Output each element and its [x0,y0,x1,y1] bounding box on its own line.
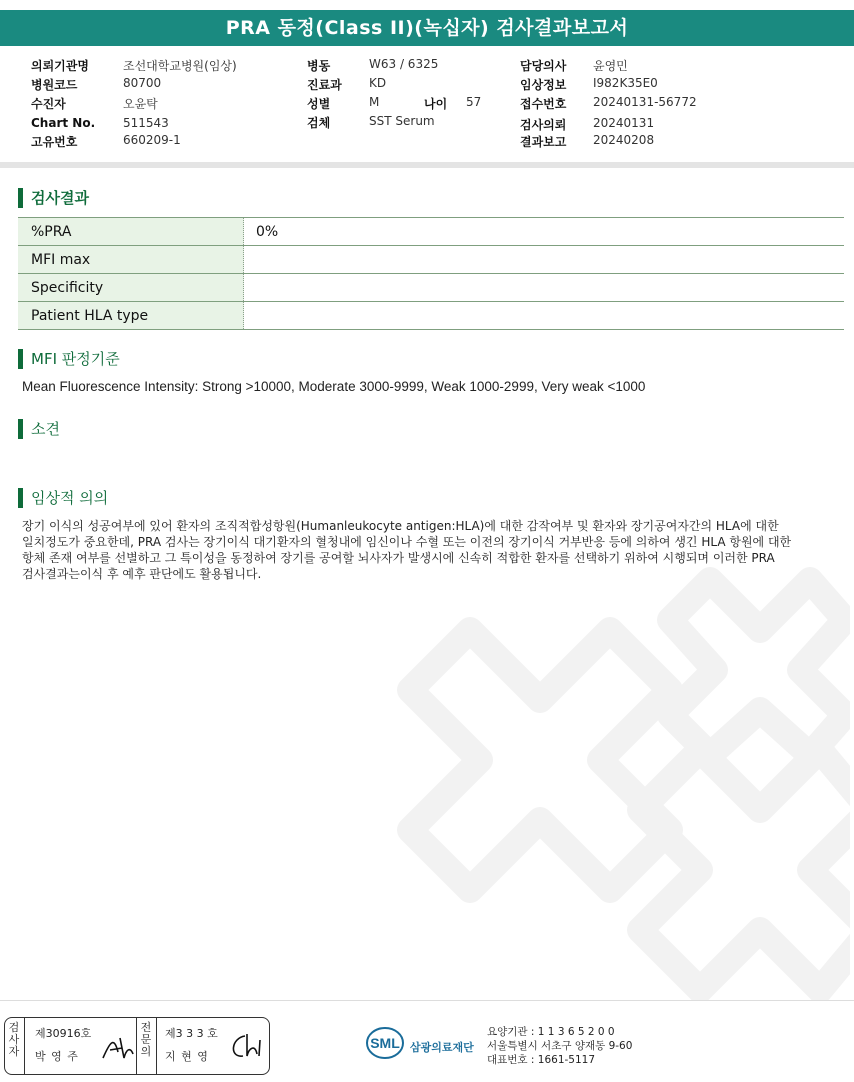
inspector-label: 검사자 [8,1021,20,1058]
info-label-age: 나이 [424,97,448,111]
institution-code: 요양기관 : 1 1 3 6 5 2 0 0 [487,1026,615,1038]
sml-logo-icon [365,1025,409,1061]
table-row [18,274,844,302]
signature-divider [136,1018,137,1074]
results-heading: 검사결과 [18,188,89,208]
cross-watermark-icon [340,560,850,1000]
footer-divider [0,1000,854,1001]
info-value-doctor: 윤영민 [593,59,628,73]
info-value-clinical-info: I982K35E0 [593,76,658,90]
info-label-clinical-info: 임상정보 [520,78,567,92]
result-value-mfi-max [244,246,845,274]
info-value-receipt-no: 20240131-56772 [593,95,697,109]
info-value-chart-no: 511543 [123,116,169,130]
signature-divider [156,1018,157,1074]
info-value-ward: W63 / 6325 [369,57,439,71]
info-value-patient: 오윤탁 [123,97,158,111]
info-label-specimen: 검체 [307,116,331,130]
results-table [18,217,844,330]
info-value-specimen: SST Serum [369,114,435,128]
specialist-license-no: 제3 3 3 호 [165,1027,218,1040]
info-value-hospital-code: 80700 [123,76,162,90]
info-label-ward: 병동 [307,59,331,73]
info-value-department: KD [369,76,387,90]
patient-info [0,56,854,156]
clinical-text: 장기 이식의 성공여부에 있어 환자의 조직적합성항원(Humanleukocyte antigen:HLA)에 대한 감작여부 및 환자와 장기공여자간의 HLA에 대한 일치정도가 중요한데, PRA 검사는 장기이식 대기환자의 혈청내에 임신이나 수혈 또는 이전의 장기이식 거부반응 등에 의하여 생긴 HLA 항원에 대한 항체 존재 여부를 선별하고 그 특이성을 동정하여 장기를 공여할 뇌사자가 발생시에 신속히 적합한 환자를 선택하기 위하여 시행되며 이러한 PRA 검사결과는이식 후 예후 판단에도 활용됩니다. [22,519,792,581]
result-value-specificity [244,274,845,302]
table-row [18,302,844,330]
signature-box [4,1017,270,1075]
table-row [18,246,844,274]
result-label-specificity: Specificity [18,274,244,302]
info-label-receipt-no: 접수번호 [520,97,567,111]
info-label-patient: 수진자 [31,97,66,111]
institution-phone: 대표번호 : 1661-5117 [487,1054,596,1066]
mfi-criteria-text: Mean Fluorescence Intensity: Strong >10000, Moderate 3000-9999, Weak 1000-2999, Very weak <1000 [22,379,646,394]
inspector-license-no: 제30916호 [35,1027,92,1040]
specialist-name: 지 현 영 [165,1050,209,1063]
result-value-pra: 0% [244,218,845,246]
info-label-hospital-code: 병원코드 [31,78,78,92]
info-label-institution: 의뢰기관명 [31,59,89,73]
table-row [18,218,844,246]
info-label-unique-id: 고유번호 [31,135,78,149]
info-divider [0,162,854,168]
info-value-request-date: 20240131 [593,116,655,130]
info-label-chart-no: Chart No. [31,116,96,130]
info-label-sex: 성별 [307,97,331,111]
specialist-label: 전문의 [140,1021,152,1058]
info-value-unique-id: 660209-1 [123,133,181,147]
inspector-signature-icon [100,1032,135,1062]
org-name: 삼광의료재단 [410,1041,474,1054]
info-label-doctor: 담당의사 [520,59,567,73]
opinion-heading: 소견 [18,419,60,439]
institution-info [487,1025,632,1067]
info-value-sex: M [369,95,380,109]
info-value-report-date: 20240208 [593,133,655,147]
result-label-pra: %PRA [18,218,244,246]
institution-address: 서울특별시 서초구 양재동 9-60 [487,1040,633,1052]
signature-divider [24,1018,25,1074]
inspector-name: 박 영 주 [35,1050,79,1063]
info-value-institution: 조선대학교병원(임상) [123,59,237,73]
info-label-request-date: 검사의뢰 [520,118,567,132]
clinical-heading: 임상적 의의 [18,488,108,508]
mfi-heading: MFI 판정기준 [18,349,120,369]
report-title: PRA 동정(Class II)(녹십자) 검사결과보고서 [0,10,854,46]
logo-text: SML [370,1035,400,1051]
info-label-report-date: 결과보고 [520,135,567,149]
result-label-hla-type: Patient HLA type [18,302,244,330]
specialist-signature-icon [227,1030,263,1062]
info-value-age: 57 [466,95,482,109]
result-value-hla-type [244,302,845,330]
result-label-mfi-max: MFI max [18,246,244,274]
info-label-department: 진료과 [307,78,342,92]
